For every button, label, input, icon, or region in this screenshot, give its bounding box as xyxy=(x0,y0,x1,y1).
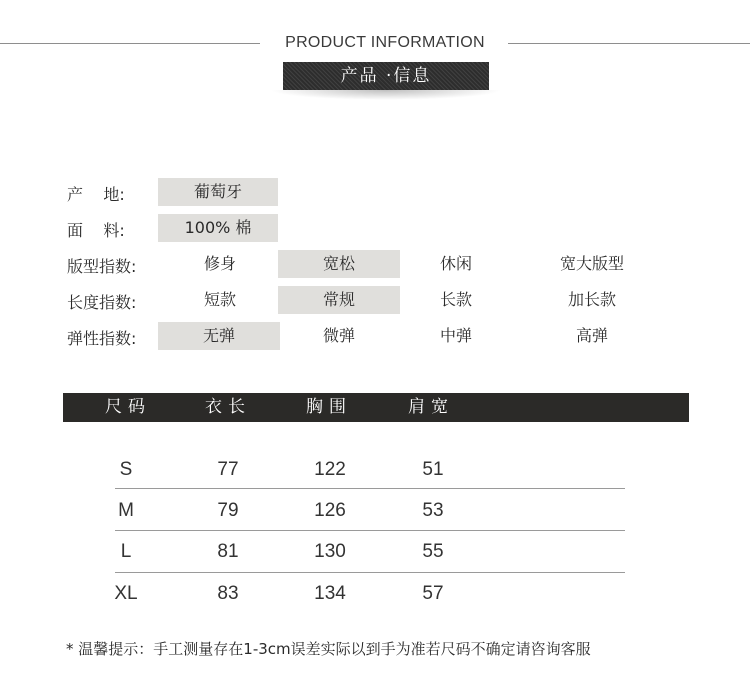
size-m: M xyxy=(118,500,134,521)
banner-shadow xyxy=(270,90,502,100)
fit-option-casual: 休闲 xyxy=(439,254,472,273)
elasticity-option-high: 高弹 xyxy=(575,326,608,345)
elasticity-option-medium: 中弹 xyxy=(439,326,472,345)
elasticity-label: 弹性指数: xyxy=(67,329,137,348)
chest-s: 122 xyxy=(314,459,346,480)
fit-option-loose: 宽松 xyxy=(278,250,400,278)
row-divider xyxy=(115,530,625,531)
origin-value: 葡萄牙 xyxy=(158,178,278,206)
chest-xl: 134 xyxy=(314,583,346,604)
length-option-extra-long: 加长款 xyxy=(567,290,616,309)
fit-option-slim: 修身 xyxy=(203,254,236,273)
shoulder-m: 53 xyxy=(422,500,444,521)
elasticity-option-none: 无弹 xyxy=(158,322,280,350)
chest-m: 126 xyxy=(314,500,346,521)
column-shoulder: 肩宽 xyxy=(408,397,454,417)
row-divider xyxy=(115,488,625,489)
length-m: 79 xyxy=(217,500,239,521)
header-title: PRODUCT INFORMATION xyxy=(285,34,485,51)
column-length: 衣长 xyxy=(205,397,251,417)
chest-l: 130 xyxy=(314,541,346,562)
size-l: L xyxy=(120,541,132,562)
length-option-regular: 常规 xyxy=(278,286,400,314)
fabric-value: 100% 棉 xyxy=(158,214,278,242)
fabric-label: 面 料: xyxy=(67,221,125,240)
shoulder-xl: 57 xyxy=(422,583,444,604)
length-l: 81 xyxy=(217,541,239,562)
column-chest: 胸围 xyxy=(306,397,352,417)
length-option-long: 长款 xyxy=(439,290,472,309)
length-xl: 83 xyxy=(217,583,239,604)
shoulder-s: 51 xyxy=(422,459,444,480)
column-size: 尺码 xyxy=(105,397,151,417)
length-label: 长度指数: xyxy=(67,293,137,312)
elasticity-option-slight: 微弹 xyxy=(322,326,355,345)
size-xl: XL xyxy=(114,583,138,604)
size-table-header xyxy=(63,393,689,422)
header-rule-left xyxy=(0,43,260,44)
row-divider xyxy=(115,572,625,573)
fit-label: 版型指数: xyxy=(67,257,137,276)
header-rule-right xyxy=(508,43,750,44)
length-s: 77 xyxy=(217,459,239,480)
shoulder-l: 55 xyxy=(422,541,444,562)
section-banner: 产品 ·信息 xyxy=(283,62,489,90)
fit-option-oversized: 宽大版型 xyxy=(559,254,624,273)
length-option-short: 短款 xyxy=(203,290,236,309)
size-s: S xyxy=(119,459,133,480)
origin-label: 产 地: xyxy=(67,185,125,204)
measurement-note: * 温馨提示：手工测量存在1-3cm误差实际以到手为准若尺码不确定请咨询客服 xyxy=(66,640,591,658)
